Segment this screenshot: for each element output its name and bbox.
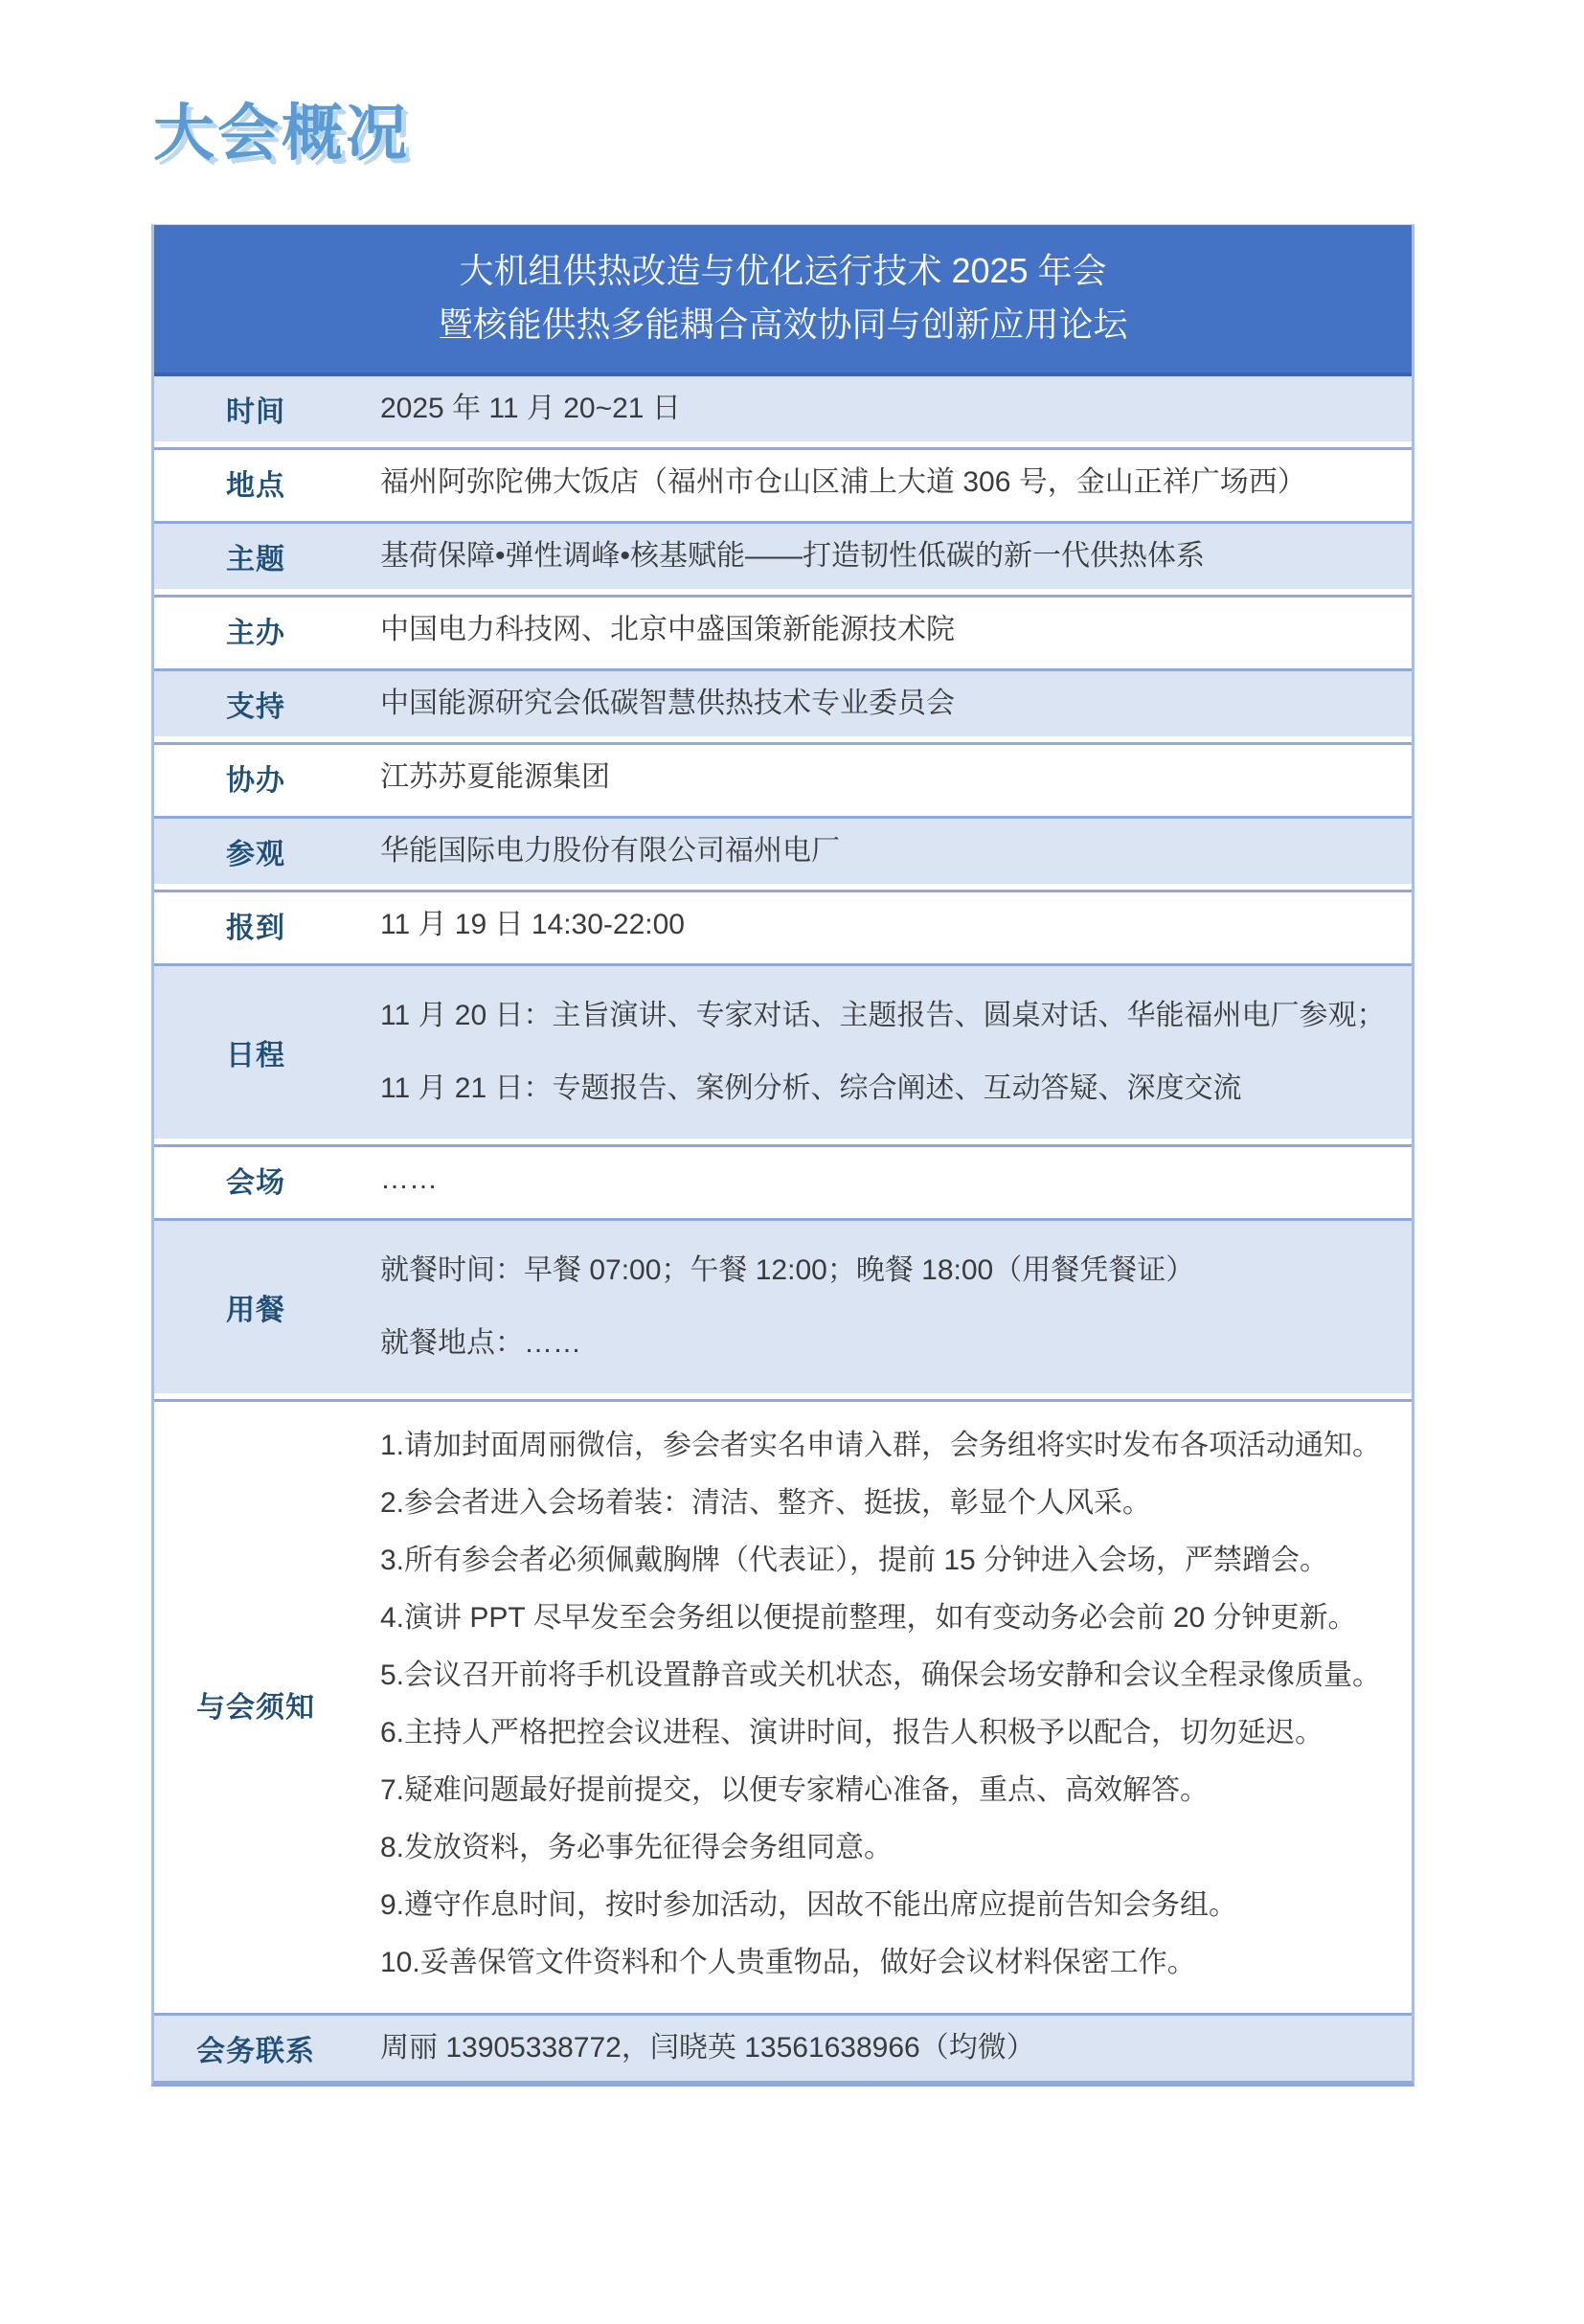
table-row-agenda xyxy=(154,963,1412,1139)
row-content-meeting-room xyxy=(357,1147,1412,1212)
row-content-line: 就餐时间：早餐 07:00；午餐 12:00；晚餐 18:00（用餐凭餐证） xyxy=(380,1254,1195,1286)
row-content-line: 10.妥善保管文件资料和个人贵重物品，做好会议材料保密工作。 xyxy=(380,1947,1196,1978)
row-content-meals xyxy=(357,1221,1412,1393)
row-content-line: 3.所有参会者必须佩戴胸牌（代表证），提前 15 分钟进入会场，严禁蹭会。 xyxy=(380,1545,1329,1576)
table-row-time xyxy=(154,376,1412,441)
row-content-line: 福州阿弥陀佛大饭店（福州市仓山区浦上大道 306 号，金山正祥广场西） xyxy=(380,466,1306,498)
row-label-agenda: 日程 xyxy=(226,1040,285,1072)
row-content-line: 2025 年 11 月 20~21 日 xyxy=(380,393,681,424)
row-label-meals: 用餐 xyxy=(226,1295,285,1326)
row-content-support xyxy=(357,671,1412,736)
row-content-line: 就餐地点：…… xyxy=(380,1327,581,1359)
table-row-co-organizer xyxy=(154,742,1412,810)
row-content-line: 7.疑难问题最好提前提交，以便专家精心准备，重点、高效解答。 xyxy=(380,1774,1210,1806)
row-content-line: 江苏苏夏能源集团 xyxy=(380,761,610,793)
row-label-visit: 参观 xyxy=(226,839,285,870)
row-content-line: 11 月 21 日：专题报告、案例分析、综合阐述、互动答疑、深度交流 xyxy=(380,1072,1242,1104)
row-label-meeting-room: 会场 xyxy=(226,1167,285,1199)
table-row-contact xyxy=(154,2013,1412,2081)
row-content-line: 周丽 13905338772，闫晓英 13561638966（均微） xyxy=(380,2032,1035,2064)
row-content-agenda xyxy=(357,966,1412,1139)
row-content-line: 华能国际电力股份有限公司福州电厂 xyxy=(380,835,840,867)
row-label-theme: 主题 xyxy=(226,544,285,575)
row-content-line: 8.发放资料，务必事先征得会务组同意。 xyxy=(380,1832,894,1863)
row-label-check-in: 报到 xyxy=(226,913,285,944)
row-content-line: 11 月 20 日：主旨演讲、专家对话、主题报告、圆桌对话、华能福州电厂参观； xyxy=(380,1000,1386,1031)
row-content-check-in xyxy=(357,892,1412,958)
row-content-line: 4.演讲 PPT 尽早发至会务组以便提前整理，如有变动务必会前 20 分钟更新。 xyxy=(380,1602,1357,1634)
row-content-theme xyxy=(357,524,1412,589)
row-content-visit xyxy=(357,819,1412,884)
row-content-line: 1.请加封面周丽微信，参会者实名申请入群，会务组将实时发布各项活动通知。 xyxy=(380,1430,1382,1461)
row-label-venue: 地点 xyxy=(226,470,285,502)
table-row-visit xyxy=(154,816,1412,884)
row-label-co-organizer: 协办 xyxy=(226,765,285,797)
row-content-host xyxy=(357,598,1412,663)
row-content-line: 2.参会者进入会场着装：清洁、整齐、挺拔，彰显个人风采。 xyxy=(380,1487,1152,1519)
conference-title-line1: 大机组供热改造与优化运行技术 2025 年会 xyxy=(459,251,1107,290)
row-label-notes: 与会须知 xyxy=(196,1692,315,1724)
row-content-line: 中国能源研究会低碳智慧供热技术专业委员会 xyxy=(380,688,955,719)
row-content-venue xyxy=(357,450,1412,515)
table-body xyxy=(154,376,1412,2081)
row-content-line: 5.会议召开前将手机设置静音或关机状态，确保会场安静和会议全程录像质量。 xyxy=(380,1659,1382,1691)
row-content-notes xyxy=(357,1402,1412,2007)
table-row-check-in xyxy=(154,890,1412,958)
row-content-line: 9.遵守作息时间，按时参加活动，因故不能出席应提前告知会务组。 xyxy=(380,1889,1238,1921)
row-label-support: 支持 xyxy=(226,691,285,723)
table-row-notes xyxy=(154,1399,1412,2007)
row-content-line: 基荷保障•弹性调峰•核基赋能——打造韧性低碳的新一代供热体系 xyxy=(380,540,1206,572)
table-row-meeting-room xyxy=(154,1144,1412,1212)
row-content-line: 11 月 19 日 14:30-22:00 xyxy=(380,909,685,940)
row-label-host: 主办 xyxy=(226,618,285,649)
table-row-meals xyxy=(154,1218,1412,1393)
row-content-line: 中国电力科技网、北京中盛国策新能源技术院 xyxy=(380,614,955,645)
table-row-theme xyxy=(154,521,1412,589)
row-label-contact: 会务联系 xyxy=(196,2036,315,2067)
table-row-host xyxy=(154,595,1412,663)
page-title: 大会概况 xyxy=(153,99,410,168)
row-content-co-organizer xyxy=(357,745,1412,810)
table-row-support xyxy=(154,668,1412,736)
row-content-line: 6.主持人严格把控会议进程、演讲时间，报告人积极予以配合，切勿延迟。 xyxy=(380,1717,1324,1749)
row-label-time: 时间 xyxy=(226,396,285,428)
table-row-venue xyxy=(154,447,1412,515)
row-content-time xyxy=(357,376,1412,441)
conference-overview-table xyxy=(151,224,1414,2087)
table-header xyxy=(154,225,1412,376)
row-content-line: …… xyxy=(380,1163,438,1195)
row-content-contact xyxy=(357,2016,1412,2081)
conference-title-line2: 暨核能供热多能耦合高效协同与创新应用论坛 xyxy=(438,305,1128,344)
